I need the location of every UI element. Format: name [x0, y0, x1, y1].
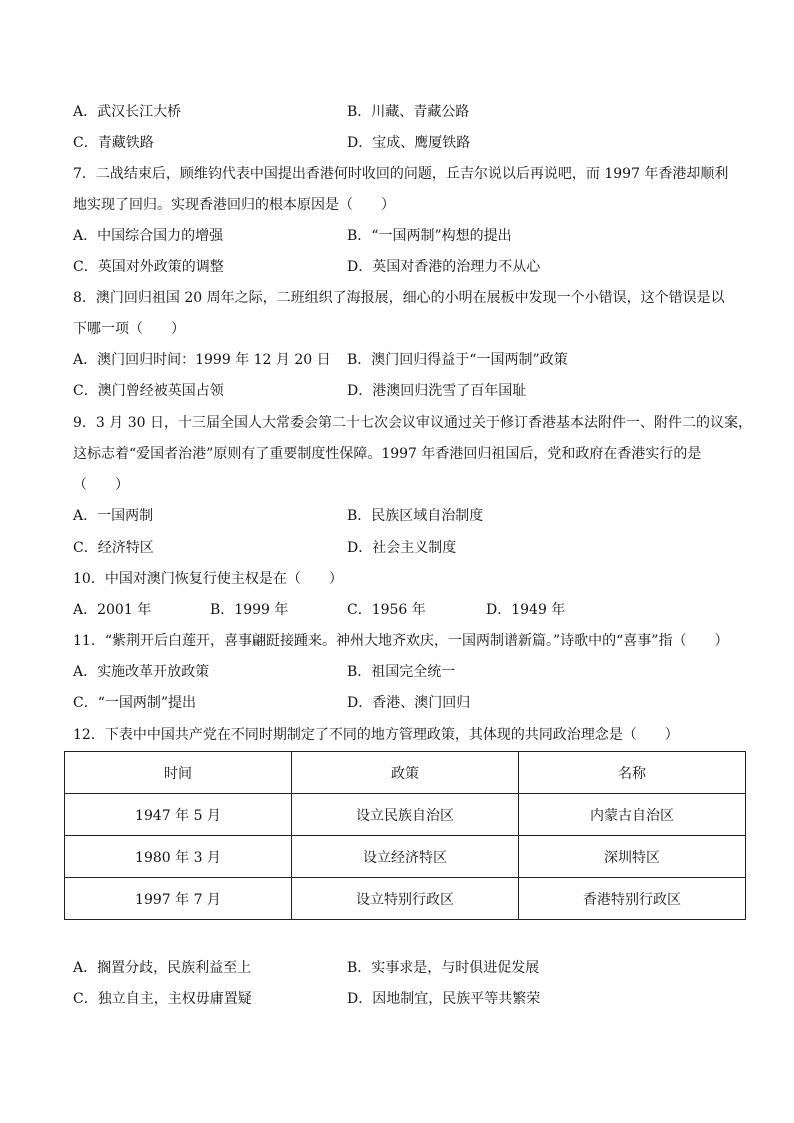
q9-option-a: A．一国两制: [73, 508, 154, 524]
cell-time: 1980 年 3 月: [65, 836, 292, 878]
cell-name: 内蒙古自治区: [519, 794, 746, 836]
q6-option-c: C．青藏铁路: [73, 135, 154, 151]
cell-policy: 设立民族自治区: [292, 794, 519, 836]
q10-option-a: A．2001 年: [73, 602, 152, 618]
cell-time: 1997 年 7 月: [65, 878, 292, 920]
q12-option-c: C．独立自主，主权毋庸置疑: [73, 991, 252, 1007]
q12-option-d: D．因地制宜，民族平等共繁荣: [347, 991, 541, 1007]
q9-stem-line3: （ ）: [73, 477, 129, 493]
table-row: [65, 836, 746, 878]
cell-time: 1947 年 5 月: [65, 794, 292, 836]
q11-option-d: D．香港、澳门回归: [347, 695, 471, 711]
q7-option-c: C．英国对外政策的调整: [73, 259, 224, 275]
q7-option-d: D．英国对香港的治理力不从心: [347, 259, 541, 275]
cell-policy: 设立经济特区: [292, 836, 519, 878]
q9-stem-line1: 9．3 月 30 日，十三届全国人大常委会第二十七次会议审议通过关于修订香港基本法附件一、附件二的议案，: [73, 415, 752, 431]
table-row: [65, 794, 746, 836]
q8-stem-line2: 下哪一项（ ）: [73, 321, 185, 337]
q8-option-a: A．澳门回归时间：1999 年 12 月 20 日: [73, 352, 331, 368]
q7-option-b: B．“一国两制”构想的提出: [347, 228, 512, 244]
q8-option-b: B．澳门回归得益于“一国两制”政策: [347, 352, 568, 368]
q6-option-a: A．武汉长江大桥: [73, 104, 182, 120]
q8-option-d: D．港澳回归洗雪了百年国耻: [347, 383, 527, 399]
q9-option-b: B．民族区域自治制度: [347, 508, 484, 524]
q12-stem: 12．下表中中国共产党在不同时期制定了不同的地方管理政策，其体现的共同政治理念是（ ）: [73, 727, 679, 743]
q11-stem: 11．“紫荆开后白莲开，喜事翩跹接踵来。神州大地齐欢庆，一国两制谱新篇。”诗歌中的“喜事”指（ ）: [73, 633, 729, 649]
cell-policy: 设立特别行政区: [292, 878, 519, 920]
q12-option-a: A．搁置分歧，民族利益至上: [73, 960, 252, 976]
q10-option-b: B．1999 年: [210, 602, 289, 618]
q11-option-b: B．祖国完全统一: [347, 664, 456, 680]
q6-option-d: D．宝成、鹰厦铁路: [347, 135, 471, 151]
header-time: 时间: [65, 752, 292, 794]
table-row: [65, 878, 746, 920]
q9-option-d: D．社会主义制度: [347, 540, 457, 556]
q8-option-c: C．澳门曾经被英国占领: [73, 383, 224, 399]
header-policy: 政策: [292, 752, 519, 794]
q10-option-d: D．1949 年: [486, 602, 566, 618]
q11-option-a: A．实施改革开放政策: [73, 664, 210, 680]
q12-option-b: B．实事求是，与时俱进促发展: [347, 960, 540, 976]
q9-stem-line2: 这标志着“爱国者治港”原则有了重要制度性保障。1997 年香港回归祖国后，党和政府在香港实行的是: [73, 446, 702, 462]
q7-stem-line1: 7．二战结束后，顾维钧代表中国提出香港何时收回的问题，丘吉尔说以后再说吧，而 1997 年香港却顺利: [73, 166, 729, 182]
q9-option-c: C．经济特区: [73, 540, 154, 556]
q10-option-c: C．1956 年: [347, 602, 426, 618]
q6-option-b: B．川藏、青藏公路: [347, 104, 470, 120]
q11-option-c: C．“一国两制”提出: [73, 695, 197, 711]
q10-stem: 10．中国对澳门恢复行使主权是在（ ）: [73, 571, 343, 587]
q7-option-a: A．中国综合国力的增强: [73, 228, 224, 244]
cell-name: 香港特别行政区: [519, 878, 746, 920]
header-name: 名称: [519, 752, 746, 794]
table-header-row: [65, 752, 746, 794]
cell-name: 深圳特区: [519, 836, 746, 878]
q7-stem-line2: 地实现了回归。实现香港回归的根本原因是（ ）: [73, 197, 395, 213]
policy-table: [64, 751, 746, 920]
q8-stem-line1: 8．澳门回归祖国 20 周年之际，二班组织了海报展，细心的小明在展板中发现一个小错误，这个错误是以: [73, 290, 725, 306]
